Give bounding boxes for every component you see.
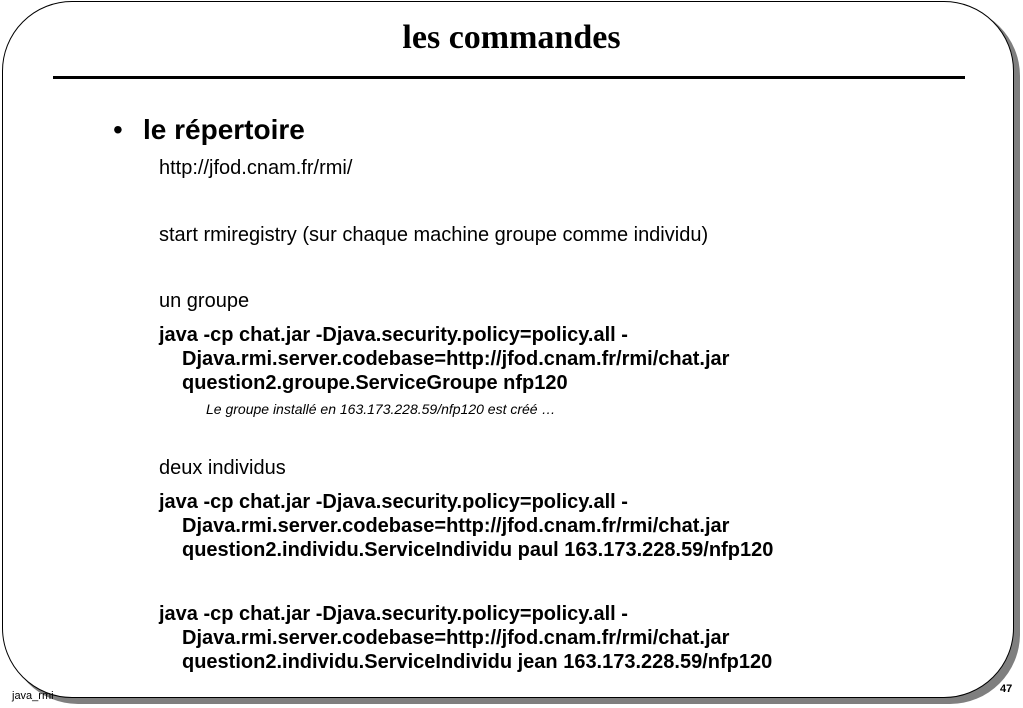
group-command [159, 323, 919, 395]
individu-paul-line2: Djava.rmi.server.codebase=http://jfod.cnam.fr/rmi/chat.jar [182, 515, 730, 537]
group-label: un groupe [159, 290, 250, 312]
start-command: start rmiregistry (sur chaque machine groupe comme individu) [159, 224, 709, 246]
page-number: 47 [1000, 683, 1013, 695]
individu-jean-line2: Djava.rmi.server.codebase=http://jfod.cnam.fr/rmi/chat.jar [182, 627, 730, 649]
individu-jean-line3: question2.individu.ServiceIndividu jean 163.173.228.59/nfp120 [182, 651, 773, 673]
repository-url: http://jfod.cnam.fr/rmi/ [159, 157, 353, 179]
individu-command-paul [159, 490, 919, 562]
individu-paul-line3: question2.individu.ServiceIndividu paul 163.173.228.59/nfp120 [182, 539, 774, 561]
group-command-line2: Djava.rmi.server.codebase=http://jfod.cnam.fr/rmi/chat.jar [182, 348, 730, 370]
slide-title: les commandes [402, 19, 621, 56]
bullet-text: le répertoire [143, 114, 305, 145]
individu-paul-line1: java -cp chat.jar -Djava.security.policy=policy.all - [159, 491, 628, 513]
individus-label: deux individus [159, 457, 286, 479]
individu-jean-line1: java -cp chat.jar -Djava.security.policy=policy.all - [159, 603, 628, 625]
footer-filename: java_rmi [12, 690, 54, 702]
group-command-line3: question2.groupe.ServiceGroupe nfp120 [182, 372, 568, 394]
title-divider [53, 76, 965, 79]
group-command-line1: java -cp chat.jar -Djava.security.policy=policy.all - [159, 324, 628, 346]
bullet-dot-icon: • [113, 114, 123, 145]
group-note: Le groupe installé en 163.173.228.59/nfp120 est créé … [206, 401, 556, 417]
individu-command-jean [159, 602, 919, 674]
bullet-item [113, 111, 305, 149]
